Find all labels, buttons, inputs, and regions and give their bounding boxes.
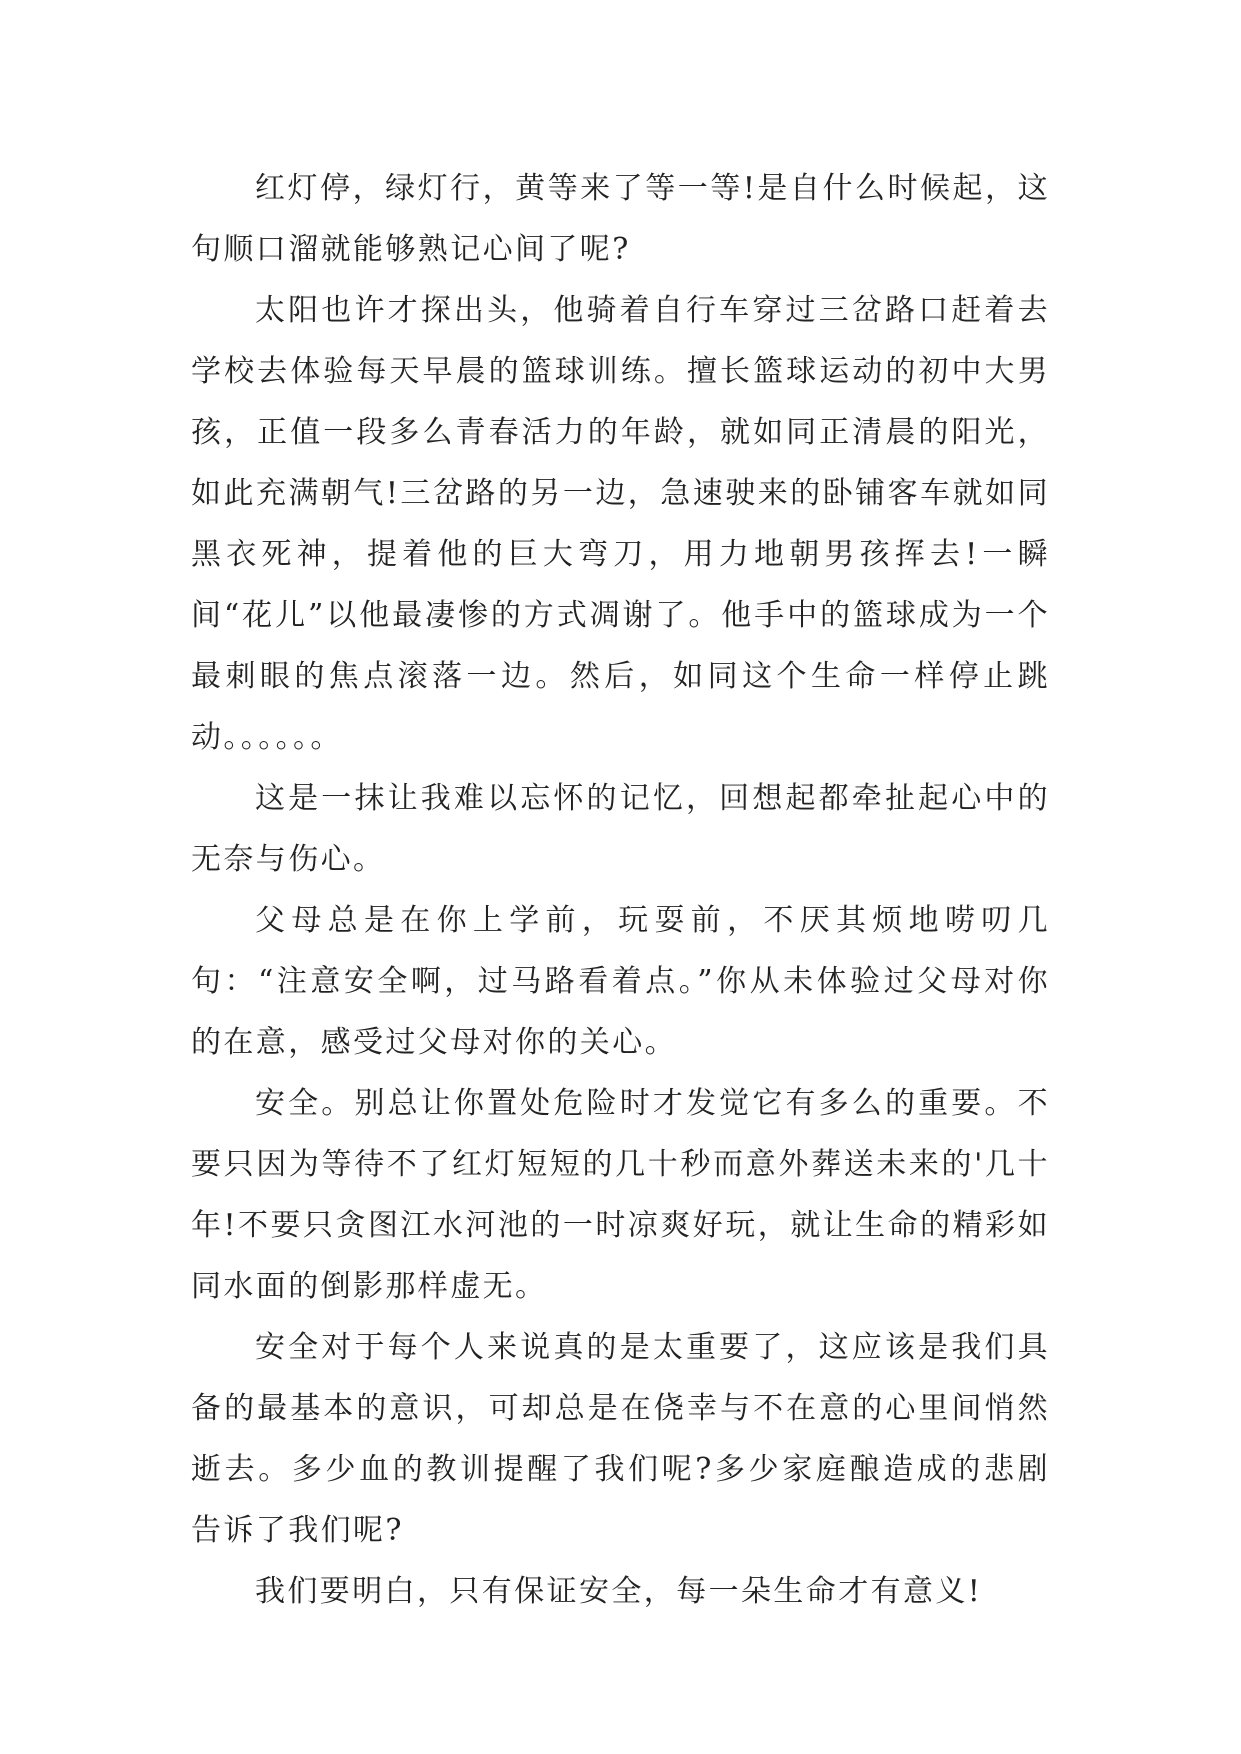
paragraph-safety-awareness: 安全对于每个人来说真的是太重要了，这应该是我们具备的最基本的意识，可却总是在侥幸与不在意的心里间悄然逝去。多少血的教训提醒了我们呢?多少家庭酿造成的悲剧告诉了我们呢? (191, 1330, 1050, 1548)
paragraph-conclusion: 我们要明白，只有保证安全，每一朵生命才有意义! (255, 1574, 983, 1609)
paragraph-safety-importance: 安全。别总让你置处危险时才发觉它有多么的重要。不要只因为等待不了红灯短短的几十秒而意外葬送未来的'几十年!不要只贪图江水河池的一时凉爽好玩，就让生命的精彩如同水面的倒影那样虚无。 (191, 1086, 1050, 1304)
paragraph-parents: 父母总是在你上学前，玩耍前，不厌其烦地唠叨几句：“注意安全啊，过马路看着点。”你从未体验过父母对你的在意，感受过父母对你的关心。 (191, 903, 1050, 1060)
document-body (191, 158, 1050, 1622)
paragraph-memory: 这是一抹让我难以忘怀的记忆，回想起都牵扯起心中的无奈与伤心。 (191, 781, 1050, 877)
paragraph-traffic-rhyme: 红灯停，绿灯行，黄等来了等一等!是自什么时候起，这句顺口溜就能够熟记心间了呢? (191, 171, 1050, 267)
paragraph-accident-story: 太阳也许才探出头，他骑着自行车穿过三岔路口赶着去学校去体验每天早晨的篮球训练。擅长篮球运动的初中大男孩，正值一段多么青春活力的年龄，就如同正清晨的阳光，如此充满朝气!三岔路的另一边，急速驶来的卧铺客车就如同黑衣死神，提着他的巨大弯刀，用力地朝男孩挥去!一瞬间“花儿”以他最凄惨的方式凋谢了。他手中的篮球成为一个最刺眼的焦点滚落一边。然后，如同这个生命一样停止跳动。。。。。。 (191, 293, 1050, 755)
